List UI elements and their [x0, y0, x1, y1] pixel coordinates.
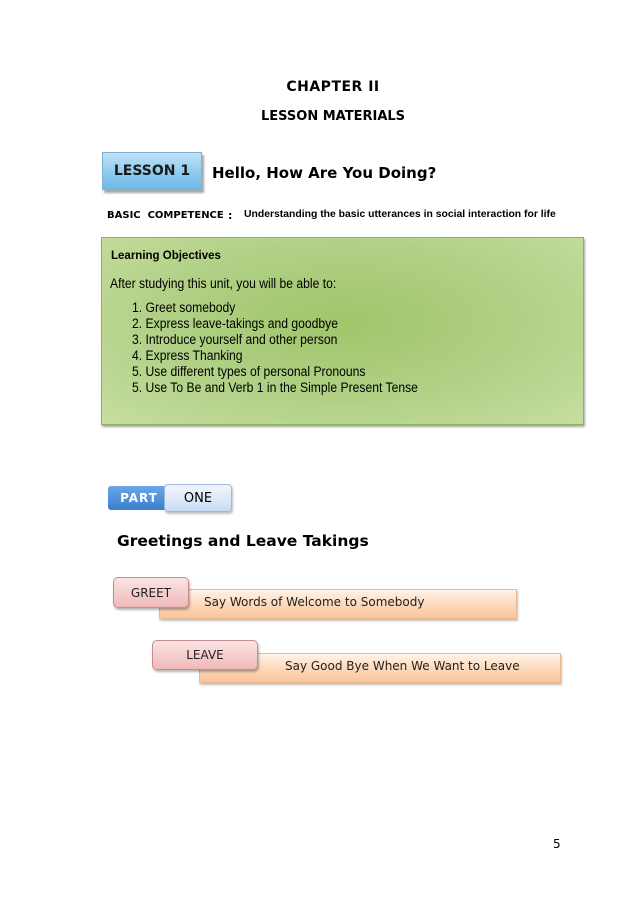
basic-competence-separator: : — [228, 209, 233, 222]
objective-item: 1. Greet somebody — [132, 300, 236, 315]
objective-item: 5. Use To Be and Verb 1 in the Simple Present Tense — [132, 380, 418, 395]
learning-objectives-list — [132, 300, 450, 396]
greet-definition-bar — [159, 589, 517, 619]
basic-competence-label: BASIC COMPETENCE — [107, 210, 224, 221]
learning-objectives-intro: After studying this unit, you will be able to: — [110, 276, 337, 291]
page-number: 5 — [553, 837, 561, 851]
leave-definition-text: Say Good Bye When We Want to Leave — [285, 659, 520, 673]
lesson-badge: LESSON 1 — [102, 152, 202, 190]
chapter-title: CHAPTER II — [286, 79, 380, 95]
basic-competence-value: Understanding the basic utterances in social interaction for life — [244, 209, 556, 220]
greet-tag: GREET — [113, 577, 189, 608]
part-badge — [108, 484, 230, 512]
objective-item: 2. Express leave-takings and goodbye — [132, 316, 339, 331]
leave-tag: LEAVE — [152, 640, 258, 670]
section-heading: Greetings and Leave Takings — [117, 532, 369, 550]
learning-objectives-heading: Learning Objectives — [111, 250, 221, 262]
part-label: PART — [108, 486, 170, 510]
chapter-subtitle: LESSON MATERIALS — [260, 109, 406, 124]
objective-item: 3. Introduce yourself and other person — [132, 332, 338, 347]
objective-item: 4. Express Thanking — [132, 348, 243, 363]
greet-definition-text: Say Words of Welcome to Somebody — [204, 595, 425, 609]
objective-item: 5. Use different types of personal Pronouns — [132, 364, 366, 379]
lesson-title: Hello, How Are You Doing? — [212, 164, 437, 182]
part-number: ONE — [164, 484, 232, 512]
learning-objectives-box — [101, 237, 584, 425]
